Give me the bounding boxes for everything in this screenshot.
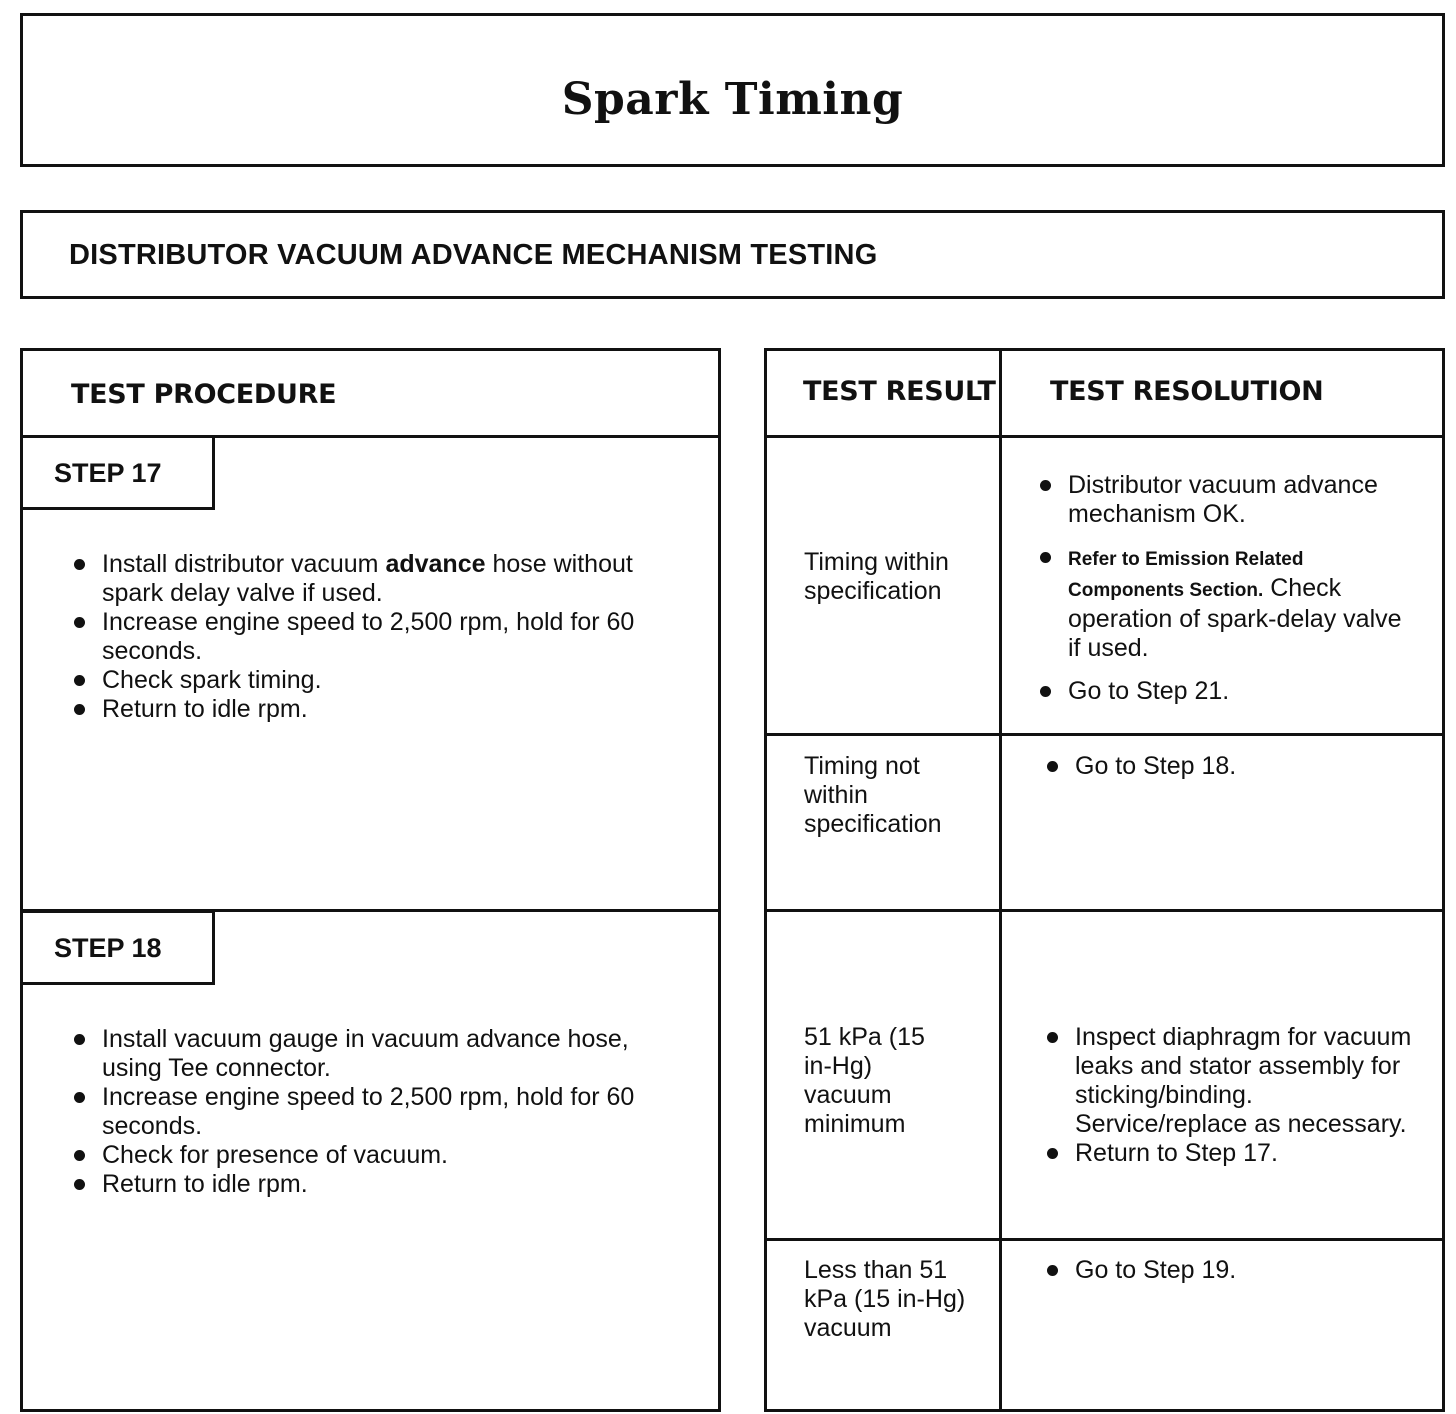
resolution-cell: [1043, 752, 1423, 781]
result-cell: Timing within specification: [804, 548, 949, 605]
list-item: Return to idle rpm.: [70, 695, 670, 724]
test-result-header: TEST RESULT: [803, 376, 996, 407]
step-17-label-box: [20, 435, 215, 510]
list-item: [70, 550, 670, 608]
list-item: Check spark timing.: [70, 666, 670, 695]
list-item: Inspect diaphragm for vacuum leaks and stator assembly for sticking/binding. Service/replace as necessary.: [1043, 1023, 1413, 1139]
list-item: Check for presence of vacuum.: [70, 1141, 670, 1170]
section-title: DISTRIBUTOR VACUUM ADVANCE MECHANISM TESTING: [69, 239, 878, 271]
list-item: Return to Step 17.: [1043, 1139, 1413, 1168]
list-item: Increase engine speed to 2,500 rpm, hold for 60 seconds.: [70, 608, 670, 666]
result-cell: Less than 51 kPa (15 in-Hg) vacuum: [804, 1256, 966, 1342]
procedure-header-divider: [20, 435, 721, 438]
test-procedure-header: TEST PROCEDURE: [71, 379, 337, 410]
result-cell: Timing not within specification: [804, 752, 942, 838]
procedure-table: [20, 348, 721, 1412]
list-item: Distributor vacuum advance mechanism OK.: [1036, 471, 1416, 529]
resolution-text: Check operation of spark-delay valve if used.: [1068, 574, 1402, 662]
step-17-instructions: [70, 550, 670, 724]
step-18-label: STEP 18: [54, 933, 162, 963]
page-title: Spark Timing: [561, 74, 904, 125]
resolution-cell: [1036, 471, 1416, 706]
list-item: [1036, 543, 1416, 663]
resolution-emphasis: Refer to Emission Related Components Section.: [1068, 549, 1304, 601]
instruction-text: Install distributor vacuum: [102, 550, 386, 578]
list-item: Go to Step 21.: [1036, 677, 1416, 706]
step-18-instructions: [70, 1025, 670, 1199]
title-box: [20, 13, 1445, 167]
results-row-divider-2: [764, 909, 1445, 912]
step-18-label-box: [20, 910, 215, 985]
instruction-emphasis: advance: [385, 550, 486, 578]
results-row-divider-3: [764, 1238, 1445, 1241]
instruction-text: hose without spark delay valve if used.: [102, 550, 633, 607]
step-17-label: STEP 17: [54, 458, 162, 488]
results-row-divider-1: [764, 733, 1445, 736]
resolution-cell: [1043, 1256, 1423, 1285]
results-header-divider: [764, 435, 1445, 438]
test-resolution-header: TEST RESOLUTION: [1050, 376, 1324, 407]
list-item: Install vacuum gauge in vacuum advance hose, using Tee connector.: [70, 1025, 670, 1083]
section-header-box: [20, 210, 1445, 299]
result-cell: 51 kPa (15 in-Hg) vacuum minimum: [804, 1023, 925, 1138]
procedure-step-divider: [20, 909, 721, 912]
list-item: Go to Step 18.: [1043, 752, 1423, 781]
resolution-cell: [1043, 1023, 1413, 1168]
list-item: Go to Step 19.: [1043, 1256, 1423, 1285]
list-item: Return to idle rpm.: [70, 1170, 670, 1199]
list-item: Increase engine speed to 2,500 rpm, hold for 60 seconds.: [70, 1083, 670, 1141]
results-column-divider: [999, 348, 1002, 1412]
